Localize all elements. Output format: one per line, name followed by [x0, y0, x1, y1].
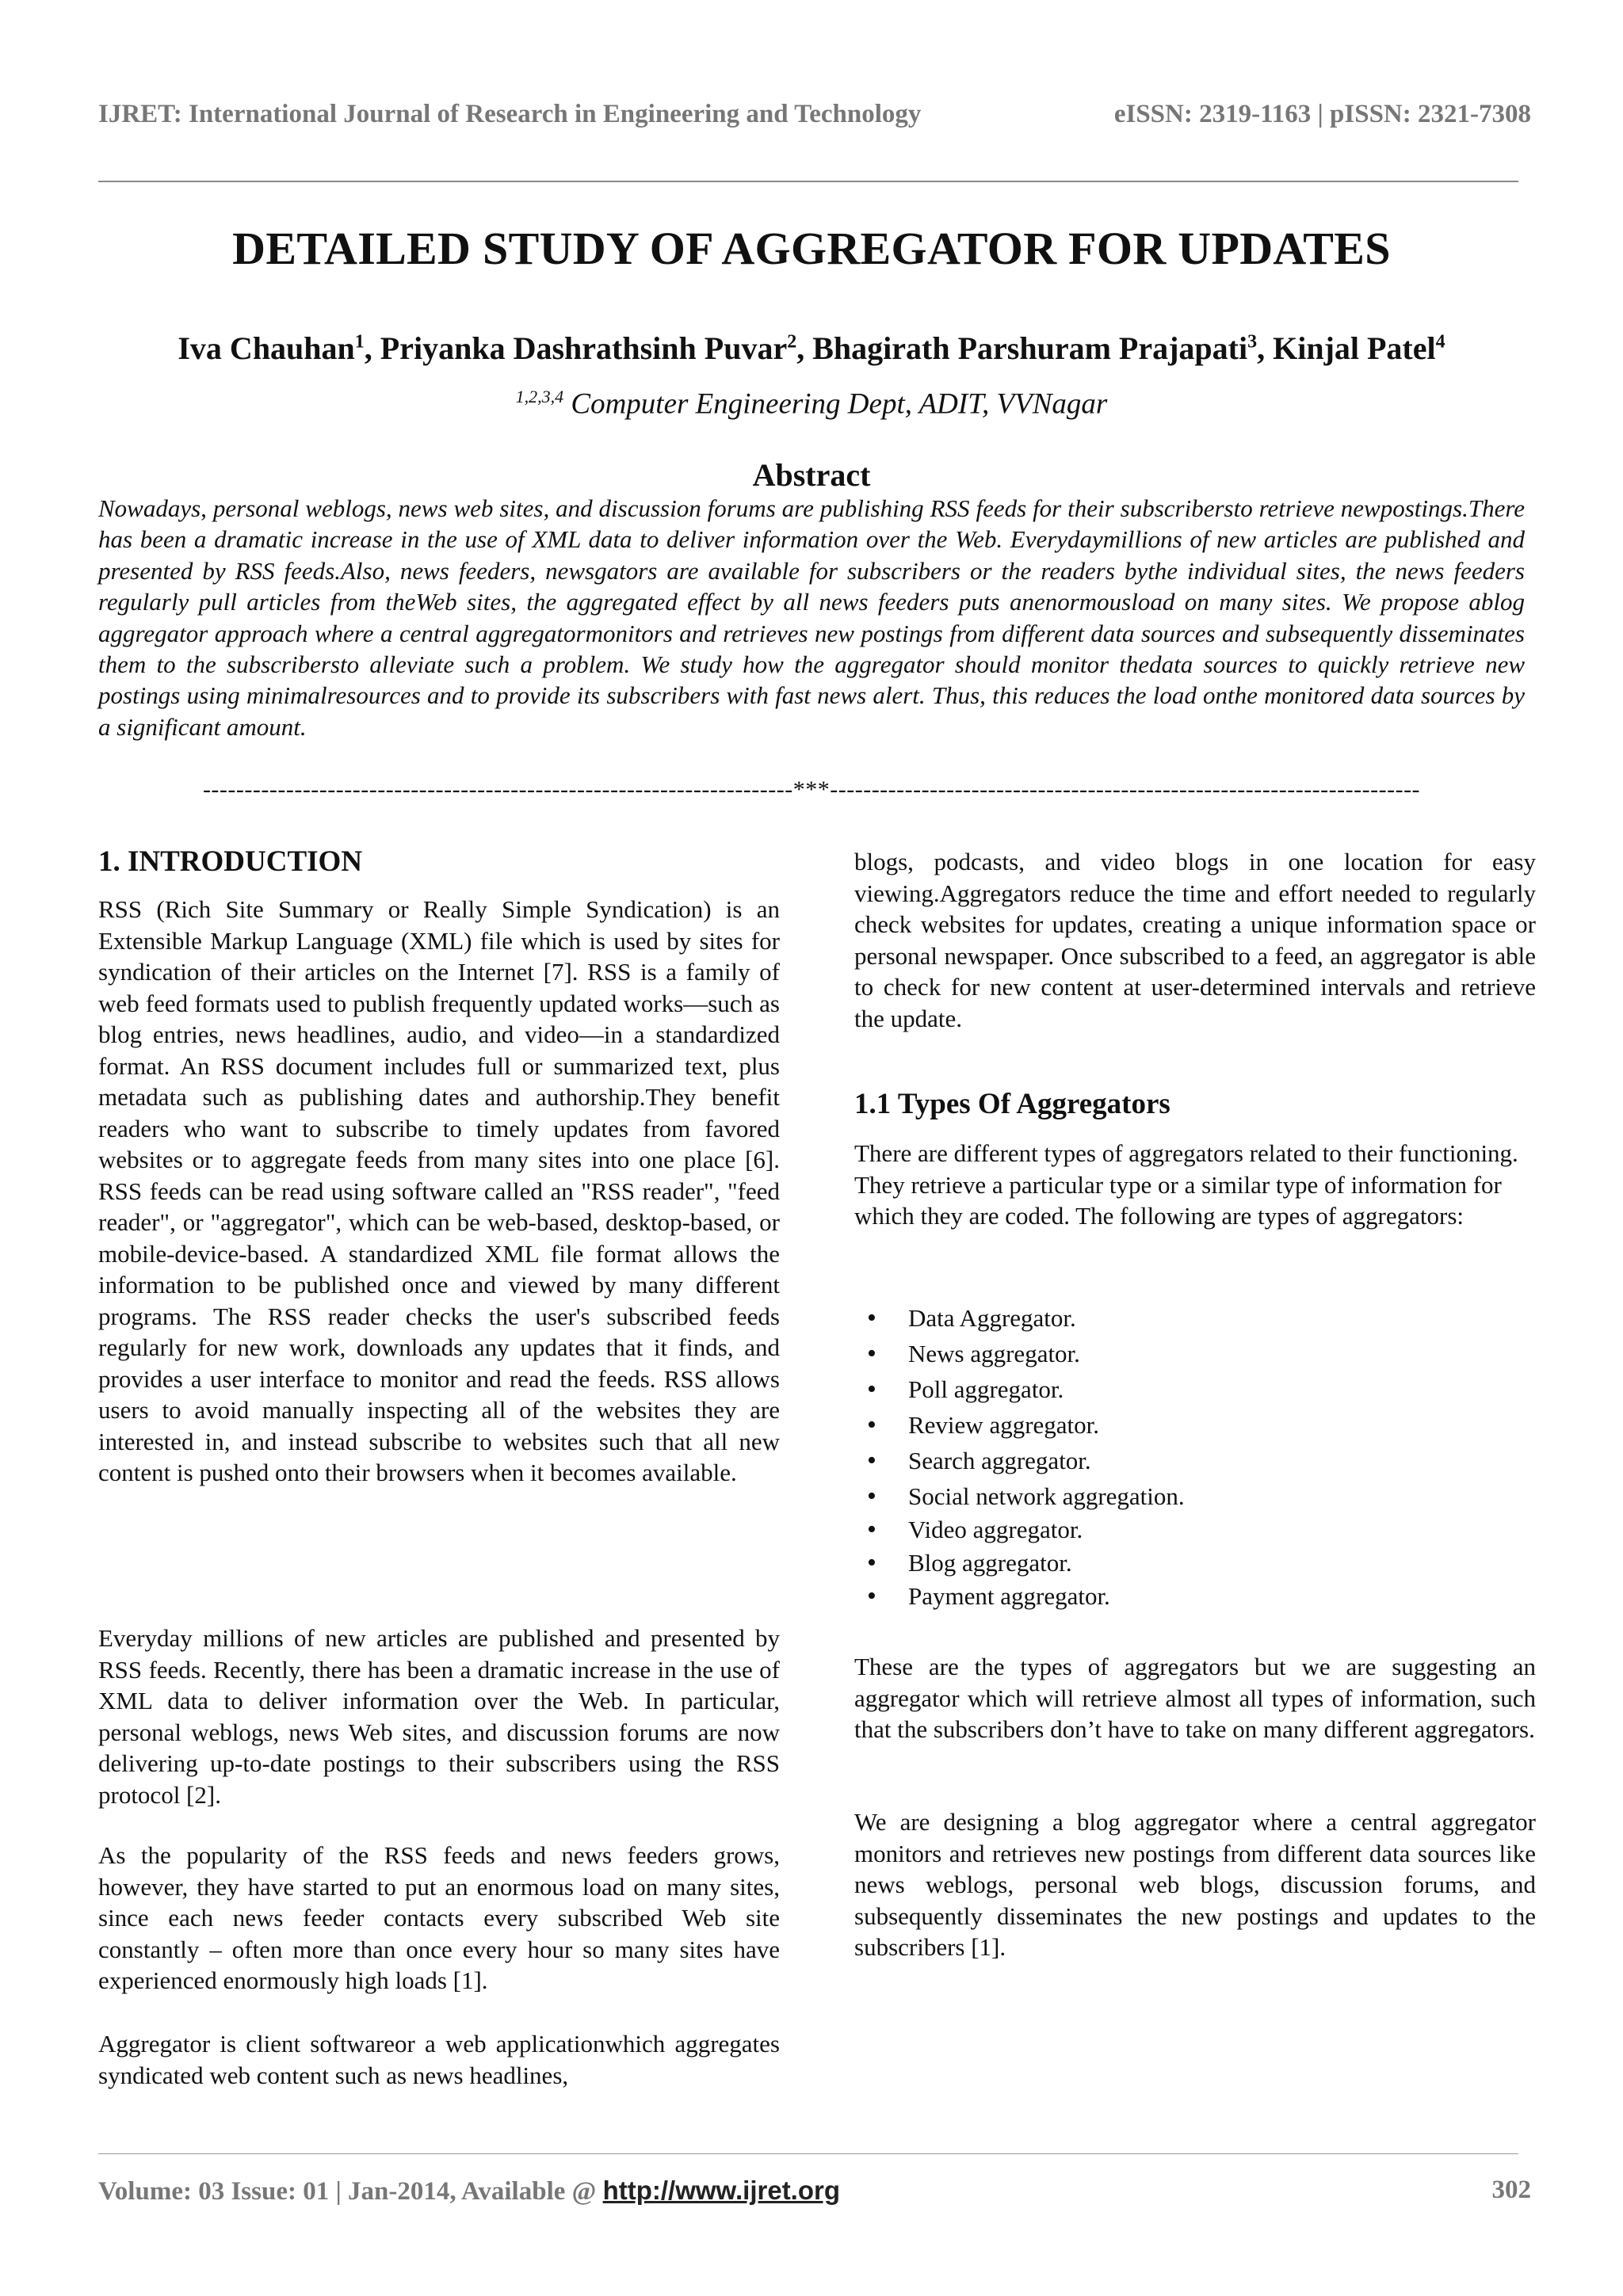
bullet-list: [854, 1302, 1536, 1616]
author-sep: ,: [1257, 330, 1274, 366]
list-item: • Search aggregator.: [854, 1445, 1536, 1481]
types-paragraph-last: We are designing a blog aggregator where a central aggregator monitors and retrieves new postings from different data sources like news weblogs, personal web blogs, discussion forums, and subsequently disseminates the new postings and updates to the subscribers [1].: [854, 1808, 1536, 1961]
page-number: 302: [1491, 2176, 1531, 2204]
intro-heading: 1. INTRODUCTION: [98, 845, 363, 878]
footer-volume: [98, 2176, 840, 2206]
footer-volume-text: Volume: 03 Issue: 01 | Jan-2014, Available @: [98, 2177, 603, 2206]
list-item: • Payment aggregator.: [854, 1581, 1536, 1616]
list-item: • Blog aggregator.: [854, 1547, 1536, 1581]
author-sup: 1: [354, 331, 365, 353]
author-sep: ,: [364, 330, 380, 366]
author-name: Iva Chauhan: [178, 330, 355, 366]
header-rule: [98, 181, 1518, 182]
intro-paragraph-3: As the popularity of the RSS feeds and news feeders grows, however, they have started to put an enormous load on many sites, since each news feeder contacts every subscribed Web site constantly – often more than once every hour so many sites have experienced enormously high loads [1].: [98, 1841, 780, 1994]
author-sup: 3: [1247, 331, 1258, 353]
footer-url-link[interactable]: http://www.ijret.org: [602, 2176, 841, 2205]
list-item: • Poll aggregator.: [854, 1374, 1536, 1409]
footer-rule: [98, 2153, 1518, 2154]
types-paragraph-after: These are the types of aggregators but we are suggesting an aggregator which will retrieve almost all types of information, such that the subscribers don’t have to take on many different aggregators.: [854, 1653, 1536, 1743]
abstract-heading: Abstract: [752, 457, 871, 493]
author-sup: 4: [1435, 331, 1445, 353]
types-intro: There are different types of aggregators related to their functioning. They retrieve a particular type or a similar type of information for which they are coded. The following are types of aggregators:: [854, 1139, 1518, 1230]
author-name: Priyanka Dashrathsinh Puvar: [380, 330, 788, 366]
paper-title: DETAILED STUDY OF AGGREGATOR FOR UPDATES: [232, 223, 1391, 274]
affiliation-text: Computer Engineering Dept, ADIT, VVNagar: [571, 387, 1108, 421]
types-heading: 1.1 Types Of Aggregators: [854, 1088, 1170, 1120]
list-item: • Review aggregator.: [854, 1409, 1536, 1445]
author-list: [0, 330, 1623, 367]
author-sup: 2: [787, 331, 797, 353]
affiliation-sup: 1,2,3,4: [515, 387, 564, 406]
journal-header: IJRET: International Journal of Research in Engineering and Technology: [98, 100, 922, 128]
intro-paragraph-4: Aggregator is client softwareor a web applicationwhich aggregates syndicated web content such as news headlines,: [98, 2030, 780, 2089]
list-item: • Data Aggregator.: [854, 1302, 1536, 1338]
author-sep: ,: [796, 330, 813, 366]
list-item: • News aggregator.: [854, 1338, 1536, 1374]
abstract-text: Nowadays, personal weblogs, news web sites, and discussion forums are publishing RSS feeds for their subscribersto retrieve newpostings.There has been a dramatic increase in the use of XML data to deliver information over the Web. Everydaymillions of new articles are published and presented by RSS feeds.Also, news feeders, newsgators are available for subscribers or the readers bythe individual sites, the news feeders regularly pull articles from theWeb sites, the aggregated effect by all news feeders puts anenormousload on many sites. We propose ablog aggregator approach where a central aggregatormonitors and retrieves new postings from different data sources and subsequently disseminates them to the subscribersto alleviate such a problem. We study how the aggregator should monitor thedata sources to quickly retrieve new postings using minimalresources and to provide its subscribers with fast news alert. Thus, this reduces the load onthe monitored data sources by a significant amount.: [98, 494, 1525, 741]
list-item: • Social network aggregation.: [854, 1481, 1536, 1514]
intro-paragraph-5: blogs, podcasts, and video blogs in one location for easy viewing.Aggregators reduce the time and effort needed to regularly check websites for updates, creating a unique information space or personal newspaper. Once subscribed to a feed, an aggregator is able to check for new content at user-determined intervals and retrieve the update.: [854, 848, 1536, 1032]
section-separator: -----------------------------------------------------------------------***-----------------------------------------------------------------------: [202, 776, 1421, 803]
issn-header: eISSN: 2319-1163 | pISSN: 2321-7308: [1113, 100, 1531, 128]
aggregator-type-list: [854, 1302, 1536, 1616]
affiliation: [0, 387, 1623, 421]
author-name: Bhagirath Parshuram Prajapati: [812, 330, 1248, 366]
list-item: • Video aggregator.: [854, 1514, 1536, 1547]
author-name: Kinjal Patel: [1273, 330, 1436, 366]
intro-paragraph-1: RSS (Rich Site Summary or Really Simple Syndication) is an Extensible Markup Language (XML) file which is used by sites for syndication of their articles on the Internet [7]. RSS is a family of web feed formats used to publish frequently updated works—such as blog entries, news headlines, audio, and video—in a standardized format. An RSS document includes full or summarized text, plus metadata such as publishing dates and authorship.They benefit readers who want to subscribe to timely updates from favored websites or to aggregate feeds from many sites into one place [6]. RSS feeds can be read using software called an "RSS reader", "feed reader", or "aggregator", which can be web-based, desktop-based, or mobile-device-based. A standardized XML file format allows the information to be published once and viewed by many different programs. The RSS reader checks the user's subscribed feeds regularly for new work, downloads any updates that it finds, and provides a user interface to monitor and read the feeds. RSS allows users to avoid manually inspecting all of the websites they are interested in, and instead subscribe to websites such that all new content is pushed onto their browsers when it becomes available.: [98, 895, 780, 1486]
intro-paragraph-2: Everyday millions of new articles are published and presented by RSS feeds. Recently, there has been a dramatic increase in the use of XML data to deliver information over the Web. In particular, personal weblogs, news Web sites, and discussion forums are now delivering up-to-date postings to their subscribers using the RSS protocol [2].: [98, 1624, 780, 1809]
